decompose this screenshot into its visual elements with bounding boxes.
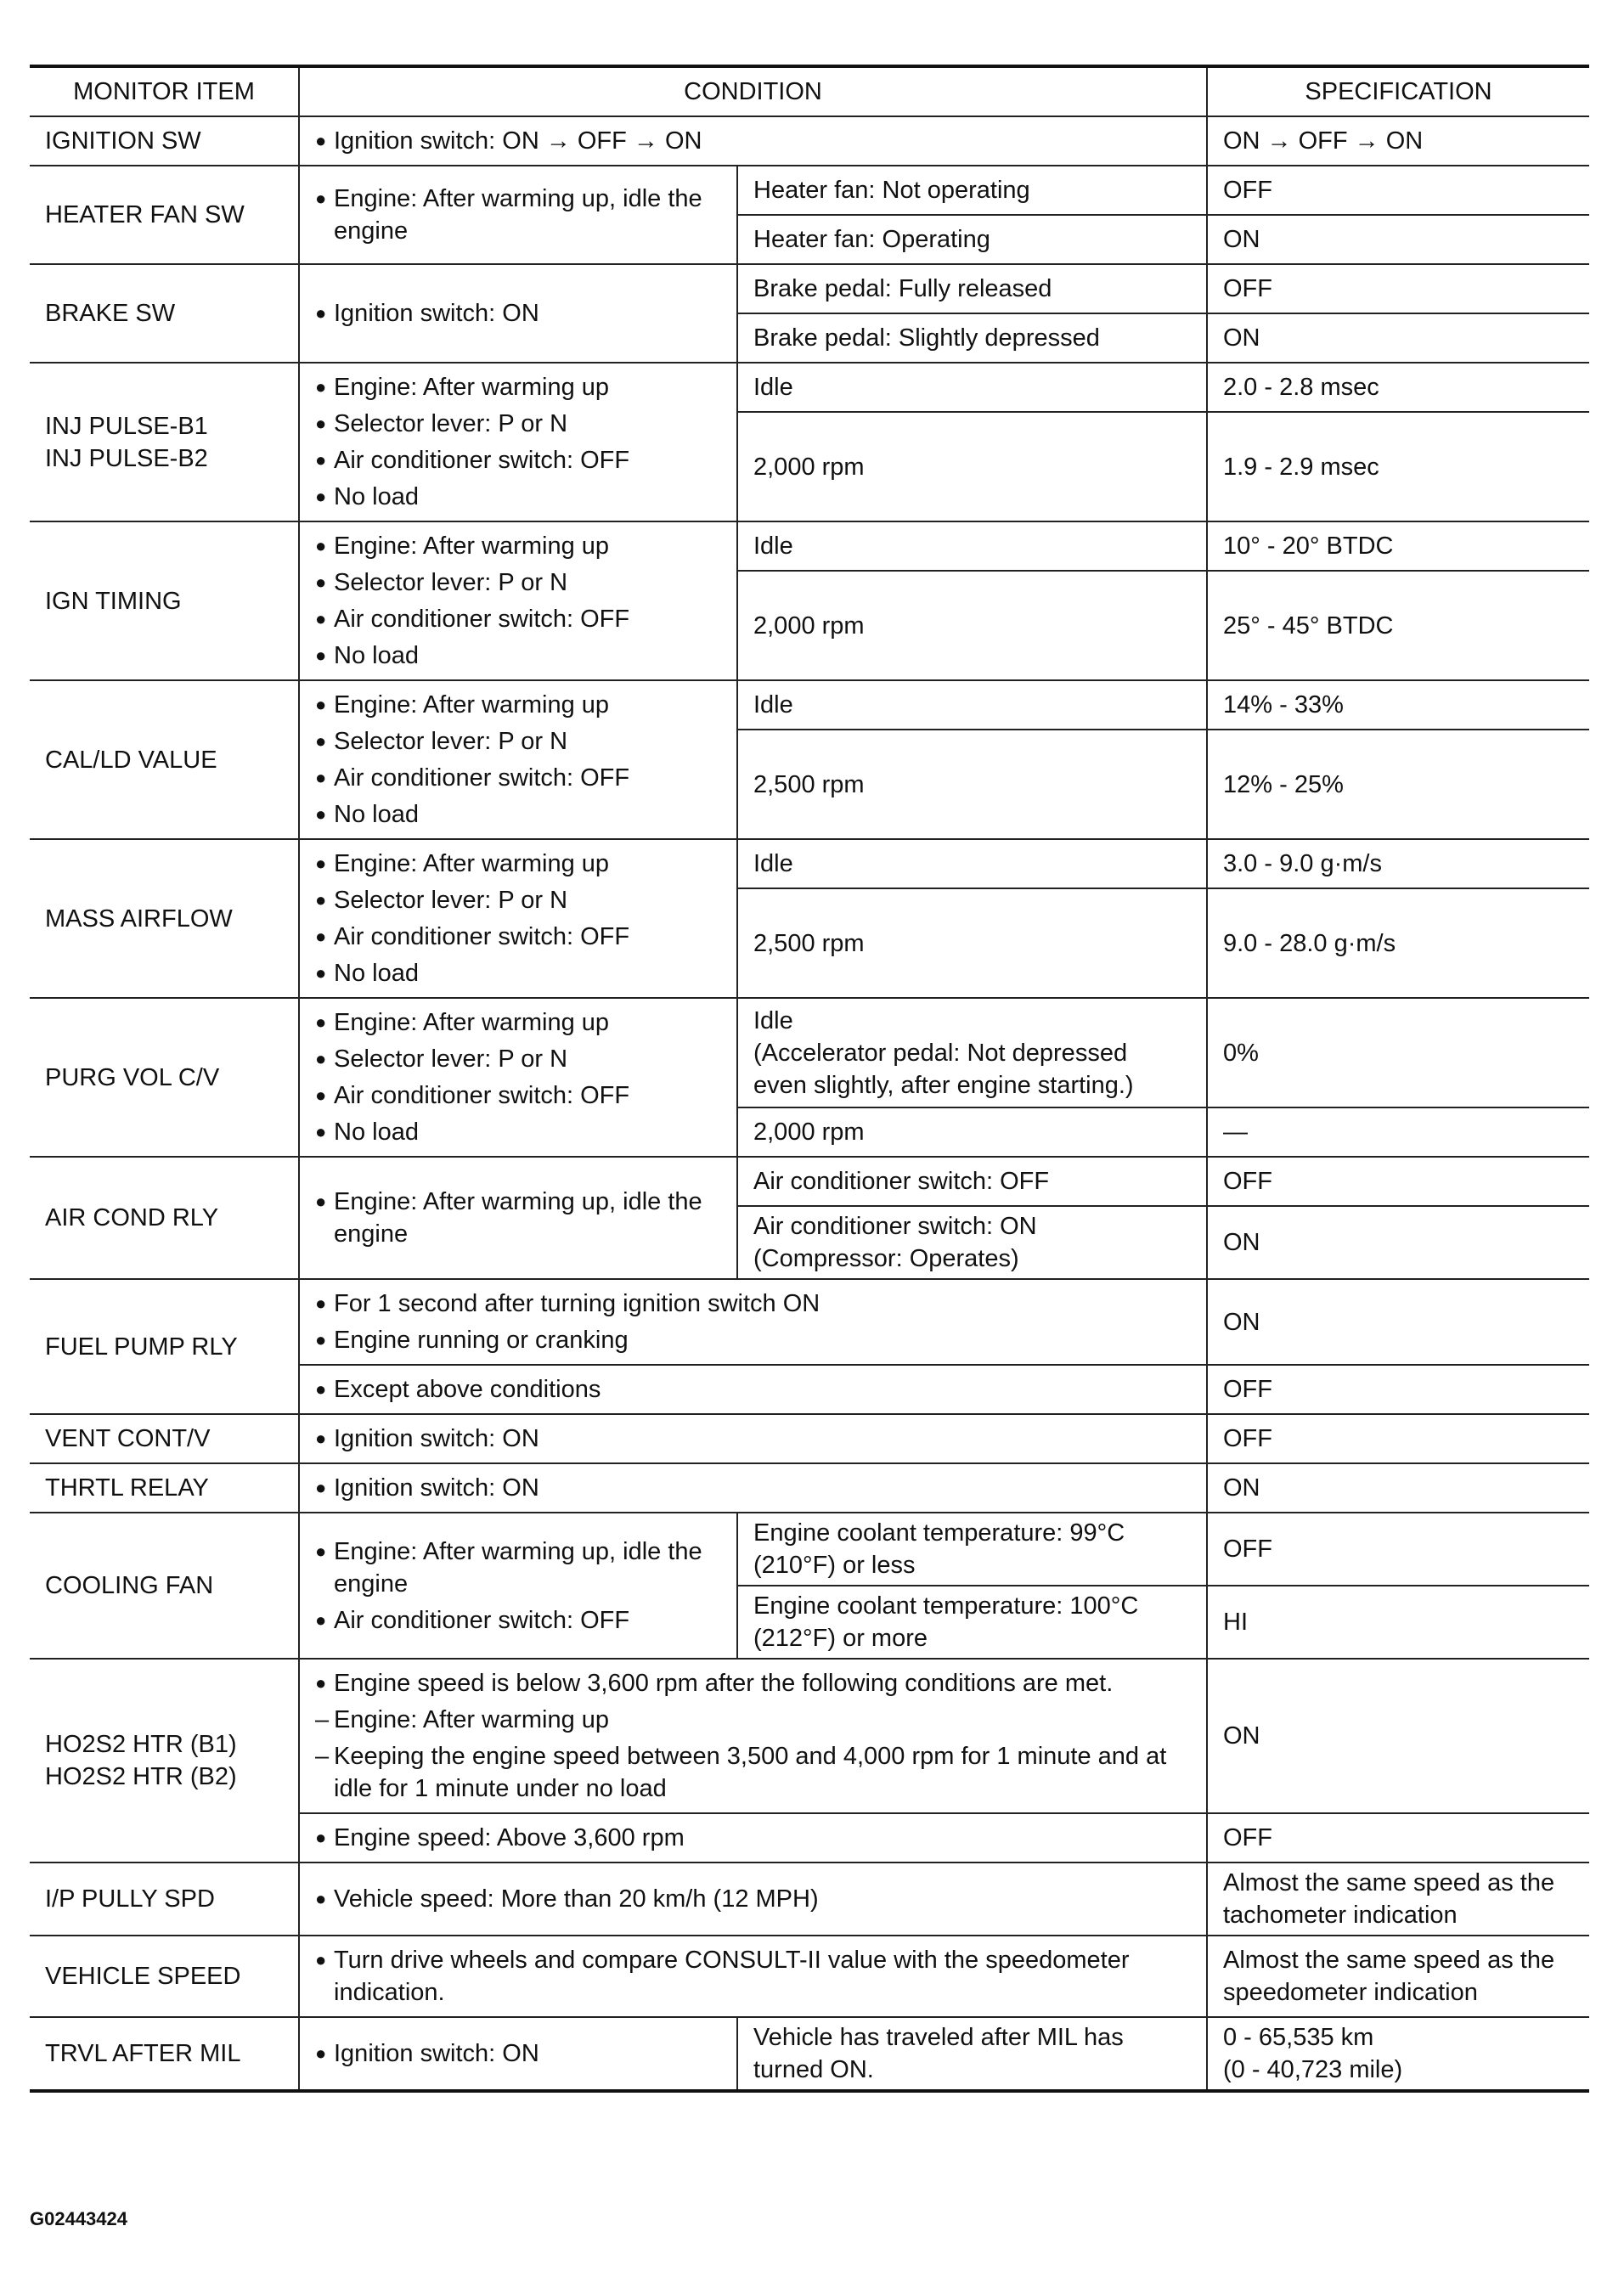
condition-cell: ● Turn drive wheels and compare CONSULT-II value with the speedometer indication. xyxy=(299,1936,1207,2017)
table-row xyxy=(30,1414,1589,1463)
monitor-item-cell: THRTL RELAY xyxy=(30,1463,299,1513)
bullet-icon: ● xyxy=(315,486,327,507)
table-row xyxy=(30,1863,1589,1936)
monitor-item-cell: HEATER FAN SW xyxy=(30,166,299,264)
spec-cell: OFF xyxy=(1207,264,1589,313)
table-row xyxy=(30,1936,1589,2017)
bullet-icon: ● xyxy=(315,1085,327,1106)
condition-cell: ● Vehicle speed: More than 20 km/h (12 MPH) xyxy=(299,1863,1207,1936)
condition-cell: ● Ignition switch: ON xyxy=(299,264,737,363)
monitor-item-cell: IGN TIMING xyxy=(30,521,299,680)
figure-code: G02443424 xyxy=(30,2208,127,2229)
sub-condition-cell: 2,500 rpm xyxy=(737,730,1207,839)
bullet-icon: ● xyxy=(315,130,327,151)
spec-cell: OFF xyxy=(1207,1414,1589,1463)
bullet-icon: ● xyxy=(315,188,327,209)
condition-cell: ● Ignition switch: ON xyxy=(299,1463,1207,1513)
table-row xyxy=(30,998,1589,1107)
spec-cell: OFF xyxy=(1207,1365,1589,1414)
sub-condition-cell: Idle (Accelerator pedal: Not depressed even slightly, after engine starting.) xyxy=(737,998,1207,1107)
sub-condition-cell: Engine coolant temperature: 99°C (210°F) or less xyxy=(737,1513,1207,1586)
bullet-icon: ● xyxy=(315,1827,327,1848)
sub-condition-cell: Engine coolant temperature: 100°C (212°F) or more xyxy=(737,1586,1207,1659)
spec-cell: Almost the same speed as the speedometer indication xyxy=(1207,1936,1589,2017)
spec-cell: 1.9 - 2.9 msec xyxy=(1207,412,1589,521)
sub-condition-cell: Idle xyxy=(737,521,1207,571)
bullet-icon: ● xyxy=(315,694,327,715)
condition-cell: ● Engine speed: Above 3,600 rpm xyxy=(299,1813,1207,1863)
dash-icon: – xyxy=(315,1743,330,1770)
table-row xyxy=(30,1157,1589,1206)
bullet-icon: ● xyxy=(315,302,327,324)
bullet-icon: ● xyxy=(315,1609,327,1631)
spec-cell: Almost the same speed as the tachometer indication xyxy=(1207,1863,1589,1936)
bullet-icon: ● xyxy=(315,376,327,397)
sub-condition-cell: Idle xyxy=(737,839,1207,888)
table-row xyxy=(30,1279,1589,1365)
bullet-icon: ● xyxy=(315,1428,327,1449)
monitor-item-cell: HO2S2 HTR (B1) HO2S2 HTR (B2) xyxy=(30,1659,299,1863)
sub-condition-cell: Brake pedal: Slightly depressed xyxy=(737,313,1207,363)
bullet-icon: ● xyxy=(315,1540,327,1562)
condition-cell: ● Engine: After warming up ● Selector lever: P or N ● Air conditioner switch: OFF ● No load xyxy=(299,521,737,680)
condition-cell: ● Except above conditions xyxy=(299,1365,1207,1414)
condition-cell: ● Engine: After warming up ● Selector lever: P or N ● Air conditioner switch: OFF ● No load xyxy=(299,998,737,1157)
spec-cell: 10° - 20° BTDC xyxy=(1207,521,1589,571)
monitor-item-cell: PURG VOL C/V xyxy=(30,998,299,1157)
condition-cell: ● Engine: After warming up ● Selector lever: P or N ● Air conditioner switch: OFF ● No load xyxy=(299,839,737,998)
spec-cell: — xyxy=(1207,1107,1589,1157)
condition-cell: ● Engine: After warming up ● Selector lever: P or N ● Air conditioner switch: OFF ● No load xyxy=(299,363,737,521)
spec-cell: 3.0 - 9.0 g·m/s xyxy=(1207,839,1589,888)
bullet-icon: ● xyxy=(315,1949,327,1970)
table-row xyxy=(30,839,1589,888)
bullet-icon: ● xyxy=(315,767,327,788)
condition-cell: ● Ignition switch: ON xyxy=(299,2017,737,2091)
table-row xyxy=(30,116,1589,166)
monitor-item-cell: INJ PULSE-B1 INJ PULSE-B2 xyxy=(30,363,299,521)
spec-cell: OFF xyxy=(1207,1157,1589,1206)
bullet-icon: ● xyxy=(315,1329,327,1350)
bullet-icon: ● xyxy=(315,535,327,556)
table-row xyxy=(30,1513,1589,1586)
condition-cell: ● Engine: After warming up, idle the engine xyxy=(299,1157,737,1279)
bullet-icon: ● xyxy=(315,1888,327,1909)
table-row xyxy=(30,2017,1589,2091)
bullet-icon: ● xyxy=(315,1121,327,1142)
bullet-icon: ● xyxy=(315,1012,327,1033)
condition-cell: ● Engine: After warming up, idle the engine ● Air conditioner switch: OFF xyxy=(299,1513,737,1659)
table-row xyxy=(30,363,1589,412)
bullet-icon: ● xyxy=(315,449,327,471)
bullet-icon: ● xyxy=(315,572,327,593)
monitor-item-cell: VEHICLE SPEED xyxy=(30,1936,299,2017)
bullet-icon: ● xyxy=(315,1378,327,1400)
monitor-item-cell: VENT CONT/V xyxy=(30,1414,299,1463)
spec-cell: ON xyxy=(1207,1463,1589,1513)
condition-cell: ● Ignition switch: ON xyxy=(299,1414,1207,1463)
spec-cell: ON xyxy=(1207,1279,1589,1365)
bullet-icon: ● xyxy=(315,962,327,983)
bullet-icon: ● xyxy=(315,608,327,629)
table-row xyxy=(30,1463,1589,1513)
condition-cell: ● For 1 second after turning ignition switch ON ● Engine running or cranking xyxy=(299,1279,1207,1365)
spec-cell: 2.0 - 2.8 msec xyxy=(1207,363,1589,412)
monitor-item-cell: TRVL AFTER MIL xyxy=(30,2017,299,2091)
monitor-item-cell: AIR COND RLY xyxy=(30,1157,299,1279)
dash-icon: – xyxy=(315,1706,330,1733)
monitor-spec-table xyxy=(30,65,1589,2093)
condition-cell: ● Engine: After warming up ● Selector lever: P or N ● Air conditioner switch: OFF ● No load xyxy=(299,680,737,839)
spec-cell: 0% xyxy=(1207,998,1589,1107)
sub-condition-cell: 2,500 rpm xyxy=(737,888,1207,998)
condition-cell: ● Engine speed is below 3,600 rpm after the following conditions are met. – Engine: After warming up – Keeping the engine speed between 3,500 and 4,000 rpm for 1 minute and at idle for 1 minute under no load xyxy=(299,1659,1207,1813)
sub-condition-cell: 2,000 rpm xyxy=(737,412,1207,521)
header-specification: SPECIFICATION xyxy=(1207,66,1589,116)
bullet-icon: ● xyxy=(315,1191,327,1212)
table-row xyxy=(30,1659,1589,1813)
spec-cell: ON xyxy=(1207,215,1589,264)
spec-cell: 14% - 33% xyxy=(1207,680,1589,730)
bullet-icon: ● xyxy=(315,730,327,752)
monitor-item-cell: COOLING FAN xyxy=(30,1513,299,1659)
spec-cell: 9.0 - 28.0 g·m/s xyxy=(1207,888,1589,998)
monitor-item-cell: BRAKE SW xyxy=(30,264,299,363)
header-monitor-item: MONITOR ITEM xyxy=(30,66,299,116)
monitor-item-cell: CAL/LD VALUE xyxy=(30,680,299,839)
monitor-item-cell: IGNITION SW xyxy=(30,116,299,166)
bullet-icon: ● xyxy=(315,853,327,874)
sub-condition-cell: 2,000 rpm xyxy=(737,1107,1207,1157)
bullet-icon: ● xyxy=(315,1293,327,1314)
condition-cell: ● Engine: After warming up, idle the engine xyxy=(299,166,737,264)
sub-condition-cell: Brake pedal: Fully released xyxy=(737,264,1207,313)
bullet-icon: ● xyxy=(315,2043,327,2064)
sub-condition-cell: Idle xyxy=(737,680,1207,730)
bullet-icon: ● xyxy=(315,803,327,825)
spec-cell: HI xyxy=(1207,1586,1589,1659)
spec-cell: ON xyxy=(1207,313,1589,363)
table-row xyxy=(30,680,1589,730)
sub-condition-cell: Vehicle has traveled after MIL has turned ON. xyxy=(737,2017,1207,2091)
monitor-item-cell: MASS AIRFLOW xyxy=(30,839,299,998)
spec-cell: ON xyxy=(1207,1206,1589,1279)
header-row xyxy=(30,66,1589,116)
spec-cell: OFF xyxy=(1207,1813,1589,1863)
table-row xyxy=(30,166,1589,215)
spec-cell: 0 - 65,535 km (0 - 40,723 mile) xyxy=(1207,2017,1589,2091)
bullet-icon: ● xyxy=(315,926,327,947)
spec-cell: OFF xyxy=(1207,1513,1589,1586)
sub-condition-cell: Air conditioner switch: OFF xyxy=(737,1157,1207,1206)
bullet-icon: ● xyxy=(315,1477,327,1498)
bullet-icon: ● xyxy=(315,889,327,910)
spec-cell: ON xyxy=(1207,1659,1589,1813)
spec-cell: OFF xyxy=(1207,166,1589,215)
monitor-item-cell: I/P PULLY SPD xyxy=(30,1863,299,1936)
sub-condition-cell: Air conditioner switch: ON (Compressor: Operates) xyxy=(737,1206,1207,1279)
table-row xyxy=(30,521,1589,571)
spec-cell: ON → OFF → ON xyxy=(1207,116,1589,166)
spec-cell: 12% - 25% xyxy=(1207,730,1589,839)
bullet-icon: ● xyxy=(315,1048,327,1069)
bullet-icon: ● xyxy=(315,645,327,666)
table-row xyxy=(30,264,1589,313)
monitor-item-cell: FUEL PUMP RLY xyxy=(30,1279,299,1414)
bullet-icon: ● xyxy=(315,413,327,434)
sub-condition-cell: Heater fan: Not operating xyxy=(737,166,1207,215)
sub-condition-cell: Idle xyxy=(737,363,1207,412)
spec-cell: 25° - 45° BTDC xyxy=(1207,571,1589,680)
header-condition: CONDITION xyxy=(299,66,1207,116)
sub-condition-cell: Heater fan: Operating xyxy=(737,215,1207,264)
condition-cell: ● Ignition switch: ON → OFF → ON xyxy=(299,116,1207,166)
bullet-icon: ● xyxy=(315,1672,327,1693)
sub-condition-cell: 2,000 rpm xyxy=(737,571,1207,680)
